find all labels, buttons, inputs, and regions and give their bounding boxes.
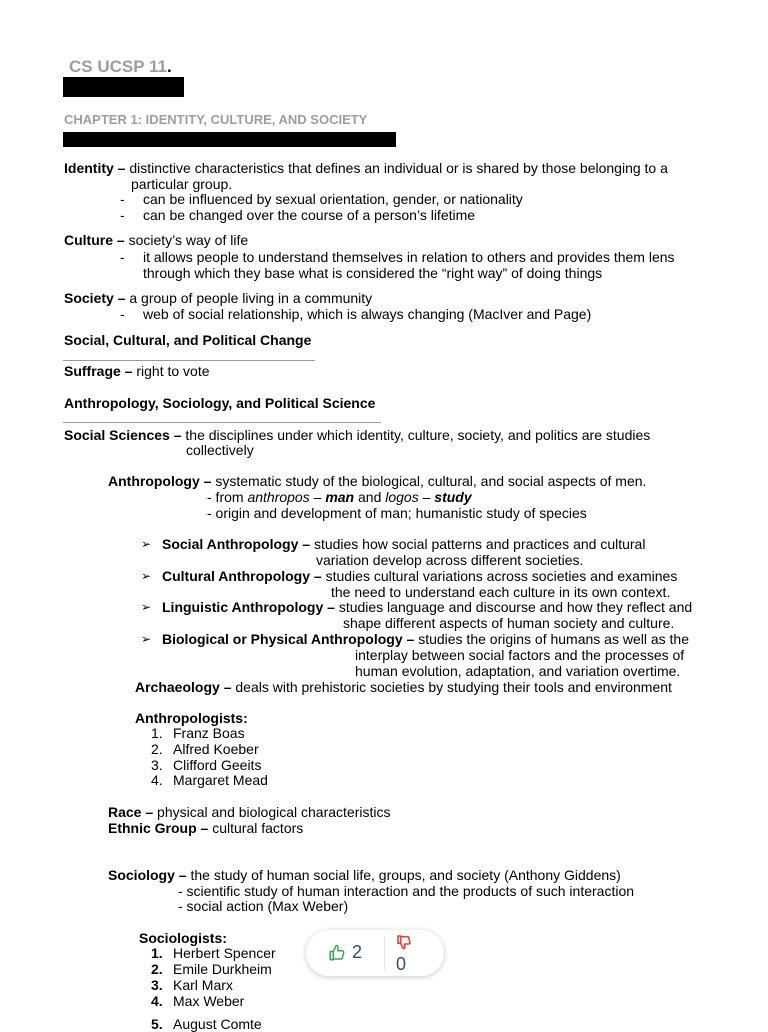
etymology-logos: logos [385,489,419,505]
sociology-definition [108,867,621,883]
suffrage-term: Suffrage – [64,363,133,379]
list-item: - [120,249,125,265]
list-item: Max Weber [173,993,245,1009]
thumbs-up-icon[interactable] [328,944,346,965]
branch-def-line3: human evolution, adaptation, and variation overtime. [355,663,681,679]
list-item: Emile Durkheim [173,961,272,977]
society-definition [64,290,372,306]
anthropologists-heading: Anthropologists: [135,710,248,726]
arrow-bullet-icon: ➢ [141,537,152,551]
anthropology-origin: - origin and development of man; humanistic study of species [207,505,587,521]
list-number: 4. [151,993,163,1009]
list-item: Clifford Geeits [173,757,262,773]
etymology-study: study [434,489,472,505]
list-number: 4. [151,772,163,788]
arrow-bullet-icon: ➢ [141,632,152,646]
title-period: . [166,57,172,76]
branch-def-line2: interplay between social factors and the processes of [355,647,685,663]
list-item: - [120,207,125,223]
culture-bullet-line2: through which they base what is considered the “right way” of doing things [143,265,603,281]
etymology-dash: – [313,489,322,505]
culture-def: society’s way of life [128,232,249,248]
culture-bullet-line1: it allows people to understand themselves in relation to others and provides them lens [143,249,675,265]
list-item: Herbert Spencer [173,945,276,961]
thumbs-down-icon[interactable] [396,934,412,953]
race-definition [108,804,391,820]
branch-def-line1: studies the origins of humans as well as the [418,631,689,647]
list-number: 5. [151,1016,163,1032]
list-item: August Comte [173,1016,262,1032]
archaeology-def: deals with prehistoric societies by studying their tools and environment [235,679,672,695]
suffrage-definition [64,363,210,379]
culture-term: Culture – [64,232,125,248]
social-sciences-def-line2: collectively [186,442,254,458]
list-item: - [120,306,125,322]
redaction-bar [63,132,396,147]
like-count: 2 [352,942,363,962]
ethnic-def: cultural factors [212,820,304,836]
branch-def-line2: variation develop across different societies. [316,552,584,568]
social-sciences-term: Social Sciences – [64,427,182,443]
sociology-line3: - social action (Max Weber) [178,898,349,914]
ethnic-group-definition [108,820,303,836]
etymology-man: man [325,489,355,505]
identity-term: Identity – [64,160,126,176]
section-heading-sciences: Anthropology, Sociology, and Political Science [64,395,376,411]
social-sciences-definition [64,427,650,443]
identity-bullet: can be changed over the course of a person’s lifetime [143,207,476,223]
anthropology-definition [108,473,646,489]
anthropology-term: Anthropology – [108,473,212,489]
list-number: 2. [151,741,163,757]
list-item: - [120,191,125,207]
sociologists-heading: Sociologists: [139,930,227,946]
branch-term: Biological or Physical Anthropology – [162,631,415,647]
course-title [69,57,172,77]
etymology-and: and [358,489,382,505]
arrow-bullet-icon: ➢ [141,569,152,583]
course-title-text: CS UCSP 11 [69,57,167,76]
list-item: Margaret Mead [173,772,268,788]
race-def: physical and biological characteristics [157,804,391,820]
etymology-anthropos: anthropos [247,489,310,505]
chapter-title: CHAPTER 1: IDENTITY, CULTURE, AND SOCIETY [64,112,368,127]
branch-def-line1: studies cultural variations across societies and examines [325,568,678,584]
suffrage-def: right to vote [136,363,210,379]
branch-biological [162,631,689,647]
reaction-widget [306,930,444,976]
branch-def-line2: the need to understand each culture in its own context. [331,584,671,600]
redaction-bar [63,77,184,97]
etymology-dash: – [422,489,431,505]
dislike-count: 0 [396,954,407,974]
branch-term: Cultural Anthropology – [162,568,322,584]
list-item: Alfred Koeber [173,741,259,757]
archaeology-term: Archaeology – [135,679,232,695]
list-number: 1. [151,725,163,741]
sociology-term: Sociology – [108,867,187,883]
society-bullet: web of social relationship, which is always changing (MacIver and Page) [143,306,592,322]
list-item: Franz Boas [173,725,245,741]
society-term: Society – [64,290,126,306]
anthropology-etymology [207,489,472,505]
race-term: Race – [108,804,154,820]
anthropology-def: systematic study of the biological, cultural, and social aspects of men. [215,473,647,489]
archaeology-definition [135,679,672,695]
list-number: 3. [151,757,163,773]
identity-def-line1: distinctive characteristics that defines an individual or is shared by those belonging to a [129,160,668,176]
branch-social [162,536,645,552]
identity-bullet: can be influenced by sexual orientation, gender, or nationality [143,191,523,207]
branch-def-line2: shape different aspects of human society and culture. [343,615,675,631]
list-item: Karl Marx [173,977,233,993]
sociology-def: the study of human social life, groups, and society (Anthony Giddens) [190,867,621,883]
ethnic-term: Ethnic Group – [108,820,209,836]
divider [63,360,315,361]
culture-definition [64,232,248,248]
branch-def-line1: studies how social patterns and practices and cultural [313,536,646,552]
society-def: a group of people living in a community [129,290,373,306]
divider [384,936,385,970]
divider [63,422,381,423]
list-number: 3. [151,977,163,993]
branch-linguistic [162,599,692,615]
branch-cultural [162,568,677,584]
etymology-prefix: - from [207,489,244,505]
branch-def-line1: studies language and discourse and how they reflect and [338,599,693,615]
list-number: 2. [151,961,163,977]
identity-def-line2: particular group. [131,176,233,192]
branch-term: Linguistic Anthropology – [162,599,335,615]
identity-definition [64,160,668,176]
section-heading-change: Social, Cultural, and Political Change [64,332,312,348]
social-sciences-def-line1: the disciplines under which identity, culture, society, and politics are studies [185,427,651,443]
list-number: 1. [151,945,163,961]
arrow-bullet-icon: ➢ [141,600,152,614]
sociology-line2: - scientific study of human interaction and the products of such interaction [178,883,635,899]
branch-term: Social Anthropology – [162,536,311,552]
